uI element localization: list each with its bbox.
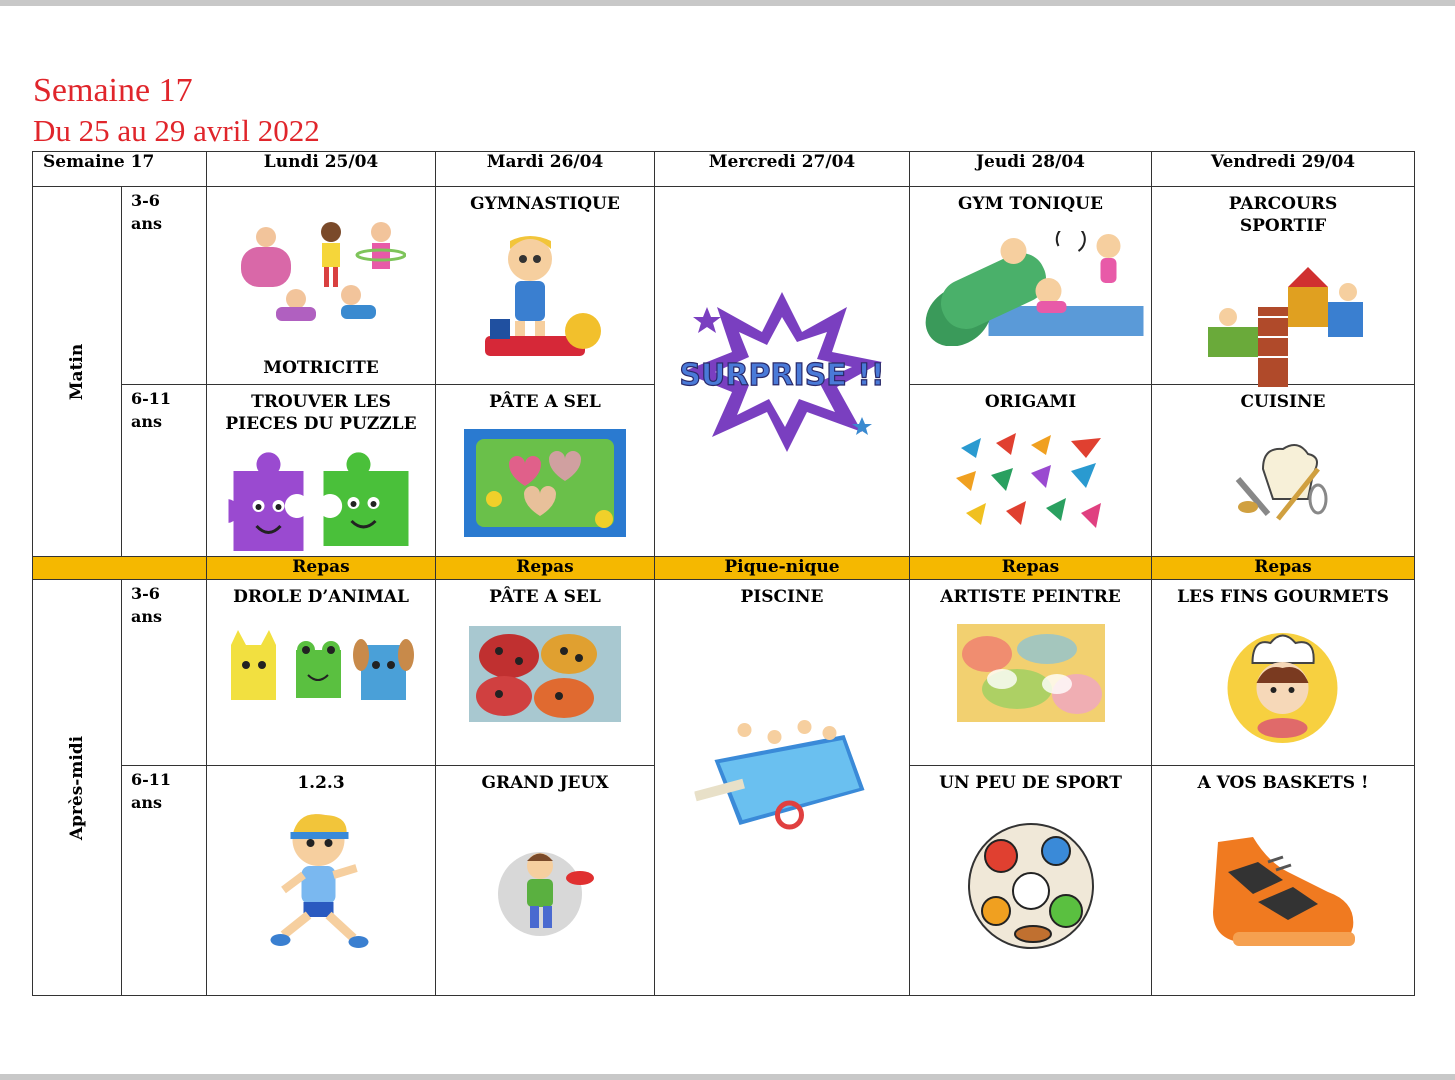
activity-cell-tue-am-big xyxy=(436,385,655,557)
activity-label: 1.2.3 xyxy=(297,773,345,793)
activity-label: GRAND JEUX xyxy=(481,773,609,793)
surprise-burst-icon xyxy=(677,287,887,457)
header-day-friday: Vendredi 29/04 xyxy=(1152,152,1415,187)
activity-cell-fri-pm-small xyxy=(1152,580,1415,766)
activity-label: PISCINE xyxy=(740,587,824,607)
activity-cell-thu-pm-big xyxy=(910,766,1152,996)
schedule-table xyxy=(32,151,1415,996)
activity-cell-fri-pm-big xyxy=(1152,766,1415,996)
puzzle-pieces-icon xyxy=(229,451,414,556)
activity-cell-mon-pm-big xyxy=(207,766,436,996)
period-morning-label: Matin xyxy=(67,343,87,400)
activity-cell-tue-pm-big xyxy=(436,766,655,996)
afternoon-small-row xyxy=(33,580,1415,766)
ladybug-stones-icon xyxy=(469,626,621,722)
age-label-big: 6-11 ans xyxy=(131,770,172,812)
meal-tuesday: Repas xyxy=(436,557,655,580)
header-day-thursday: Jeudi 28/04 xyxy=(910,152,1152,187)
activity-cell-wed-pm xyxy=(655,580,910,996)
period-morning-cell xyxy=(33,187,122,557)
activity-cell-tue-pm-small xyxy=(436,580,655,766)
age-label-small: 3-6 ans xyxy=(131,584,163,626)
cup-animals-icon xyxy=(226,630,416,705)
meal-wednesday: Pique-nique xyxy=(655,557,910,580)
activity-cell-mon-pm-small xyxy=(207,580,436,766)
bottom-edge xyxy=(0,1074,1455,1080)
cooking-utensils-icon xyxy=(1233,439,1333,529)
activity-label: PÂTE A SEL xyxy=(489,392,601,412)
activity-cell-wed-am xyxy=(655,187,910,557)
age-label-small: 3-6 ans xyxy=(131,191,163,233)
swimming-pool-icon xyxy=(695,715,870,840)
header-day-tuesday: Mardi 26/04 xyxy=(436,152,655,187)
hand-painting-icon xyxy=(957,624,1105,722)
header-week: Semaine 17 xyxy=(33,152,207,187)
meal-monday: Repas xyxy=(207,557,436,580)
age-cell xyxy=(122,187,207,385)
activity-label: PÂTE A SEL xyxy=(489,587,601,607)
meal-friday: Repas xyxy=(1152,557,1415,580)
obstacle-course-icon xyxy=(1198,267,1368,392)
frisbee-boy-icon xyxy=(495,846,595,938)
period-afternoon-cell xyxy=(33,580,122,996)
page-subtitle: Du 25 au 29 avril 2022 xyxy=(33,113,320,148)
activity-label: GYMNASTIQUE xyxy=(470,194,620,214)
activity-cell-mon-am-small xyxy=(207,187,436,385)
activity-cell-thu-am-small xyxy=(910,187,1152,385)
activity-cell-thu-pm-small xyxy=(910,580,1152,766)
activity-label: CUISINE xyxy=(1240,392,1326,412)
meal-row xyxy=(33,557,1415,580)
origami-birds-icon xyxy=(951,433,1111,541)
activity-cell-thu-am-big xyxy=(910,385,1152,557)
age-cell xyxy=(122,766,207,996)
activity-label: ORIGAMI xyxy=(984,392,1077,412)
activity-label: ARTISTE PEINTRE xyxy=(940,587,1121,607)
header-day-wednesday: Mercredi 27/04 xyxy=(655,152,910,187)
kids-motor-illustration-icon xyxy=(236,217,406,332)
activity-label: GYM TONIQUE xyxy=(958,194,1103,214)
activity-label: A VOS BASKETS ! xyxy=(1197,773,1369,793)
running-boy-icon xyxy=(269,810,374,950)
activity-label: LES FINS GOURMETS xyxy=(1177,587,1389,607)
header-row xyxy=(33,152,1415,187)
age-cell xyxy=(122,580,207,766)
gymnast-child-icon xyxy=(485,231,605,361)
meal-empty-cell xyxy=(33,557,207,580)
activity-label: MOTRICITE xyxy=(263,358,379,378)
top-edge xyxy=(0,0,1455,6)
sneaker-icon xyxy=(1208,832,1358,954)
activity-cell-mon-am-big xyxy=(207,385,436,557)
gym-roll-mat-icon xyxy=(918,231,1143,346)
age-label-big: 6-11 ans xyxy=(131,389,172,431)
activity-label: DROLE D’ANIMAL xyxy=(233,587,409,607)
age-cell xyxy=(122,385,207,557)
morning-small-row xyxy=(33,187,1415,385)
activity-label: TROUVER LES PIECES DU PUZZLE xyxy=(225,392,417,434)
period-afternoon-label: Après-midi xyxy=(67,735,87,840)
little-chef-icon xyxy=(1226,628,1341,748)
activity-cell-fri-am-big xyxy=(1152,385,1415,557)
activity-label: UN PEU DE SPORT xyxy=(939,773,1122,793)
meal-thursday: Repas xyxy=(910,557,1152,580)
surprise-text: SURPRISE !! xyxy=(679,358,885,393)
salt-dough-hearts-icon xyxy=(464,429,626,537)
page-title: Semaine 17 xyxy=(33,72,193,109)
activity-cell-fri-am-small xyxy=(1152,187,1415,385)
activity-cell-tue-am-small xyxy=(436,187,655,385)
header-day-monday: Lundi 25/04 xyxy=(207,152,436,187)
sports-doodle-icon xyxy=(961,816,1101,956)
activity-label: PARCOURS SPORTIF xyxy=(1228,194,1338,236)
